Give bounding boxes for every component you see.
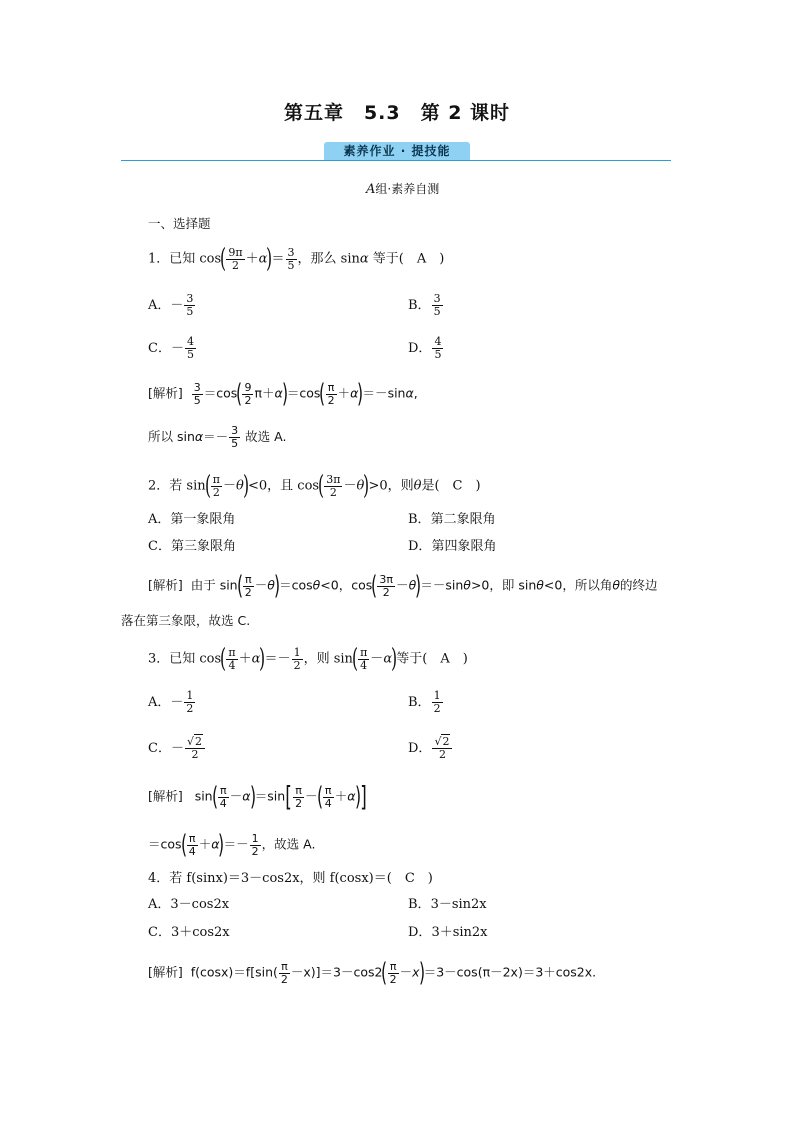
- section-heading: 一、选择题: [148, 216, 211, 231]
- option-label: C．: [148, 341, 171, 356]
- denominator: 4: [360, 658, 368, 672]
- fraction: [226, 247, 244, 272]
- fraction: [243, 574, 254, 599]
- op: －: [375, 385, 388, 401]
- fraction: [242, 382, 253, 407]
- text: ＝－sin: [420, 577, 464, 593]
- numerator: π: [187, 833, 198, 846]
- numerator: 9π: [228, 245, 243, 259]
- op: －: [399, 964, 413, 980]
- radicand: 2: [442, 735, 450, 748]
- q2-option-d: [408, 538, 496, 556]
- paren: ): [363, 471, 370, 501]
- func: cos: [299, 385, 321, 401]
- var: θ: [236, 478, 244, 494]
- denominator: 2: [293, 658, 301, 672]
- option-text: 第四象限角: [431, 539, 497, 554]
- q2-option-b: [408, 511, 496, 529]
- question-1: [148, 246, 444, 272]
- denominator: 4: [324, 796, 332, 810]
- var: θ: [408, 577, 417, 593]
- fraction: [323, 785, 334, 810]
- option-text: 第一象限角: [170, 512, 236, 527]
- paren: (: [236, 571, 243, 601]
- denominator: 4: [228, 658, 236, 672]
- var: α: [242, 788, 251, 804]
- var: θ: [413, 478, 422, 494]
- paren: (: [211, 782, 218, 812]
- option-text: 3＋sin2x: [431, 925, 488, 940]
- fraction: [184, 690, 195, 715]
- denominator: 2: [438, 748, 446, 761]
- func: sin: [267, 788, 286, 804]
- q2-solution-line2: 落在第三象限，故选 C.: [121, 613, 251, 628]
- fraction: [211, 474, 222, 499]
- option-label: A．: [148, 695, 171, 710]
- q3-solution: [148, 780, 367, 813]
- op: ＝: [271, 251, 285, 267]
- denominator: 4: [219, 796, 227, 810]
- paren: ): [249, 782, 256, 812]
- text: 所以 sin: [148, 429, 195, 444]
- denominator: 5: [193, 393, 201, 407]
- op: ＋: [198, 836, 212, 852]
- question-2: [148, 473, 481, 499]
- question-4: 4．若 f(sinx)＝3－cos2x，则 f(cosx)＝( C ): [148, 871, 433, 886]
- group-heading: [366, 180, 439, 199]
- q3-option-a: [148, 690, 196, 715]
- paren: ): [281, 379, 288, 409]
- q3-stem-pre: 3．已知 cos: [148, 651, 222, 667]
- paren: (: [319, 379, 326, 409]
- fraction: [279, 961, 290, 986]
- text: ，则 sin: [303, 651, 353, 667]
- var: θ: [267, 577, 275, 593]
- var: x: [412, 964, 420, 980]
- op: ＋: [245, 251, 259, 267]
- var: α: [383, 651, 393, 667]
- numerator: 4: [186, 335, 194, 348]
- denominator: 2: [244, 585, 252, 599]
- paren: ): [357, 379, 364, 409]
- q4-option-a: [148, 896, 229, 914]
- q4-option-d: [408, 924, 488, 942]
- numerator: 9: [244, 380, 252, 394]
- q3-option-d: [408, 736, 453, 761]
- op: －: [236, 836, 249, 852]
- denominator: 5: [287, 258, 295, 272]
- option-label: C．: [148, 539, 171, 554]
- op: ＝: [264, 651, 278, 667]
- op: ＝: [148, 836, 161, 852]
- option-label: D．: [408, 741, 432, 756]
- radicand: 2: [194, 735, 202, 748]
- q4-solution: [148, 960, 596, 986]
- op: －: [277, 651, 291, 667]
- q4-option-c: [148, 924, 230, 942]
- option-text: 3－sin2x: [430, 897, 487, 912]
- text: 是( C ): [421, 478, 481, 494]
- func: cos: [216, 385, 238, 401]
- paren: ): [266, 244, 273, 274]
- numerator: 3π: [326, 472, 341, 486]
- paren: (: [220, 644, 227, 674]
- sqrt: √2: [186, 735, 202, 748]
- fraction: [377, 574, 395, 599]
- text: <0，且 cos: [248, 478, 320, 494]
- q1-option-c: [148, 336, 197, 361]
- op: －: [223, 478, 237, 494]
- denominator: 2: [329, 485, 337, 499]
- op: －: [396, 577, 409, 593]
- func: sin: [387, 385, 406, 401]
- option-text: 第三象限角: [170, 539, 236, 554]
- paren: ): [354, 782, 361, 812]
- option-text: 3－cos2x: [170, 897, 230, 912]
- paren: (: [381, 958, 388, 988]
- q1-option-a: [148, 293, 196, 318]
- numerator: 3: [186, 292, 194, 305]
- fraction: [293, 785, 304, 810]
- var: α: [211, 836, 220, 852]
- numerator: π: [228, 645, 236, 659]
- op: －: [170, 298, 184, 313]
- header-divider: [121, 160, 671, 161]
- op: ＝: [254, 788, 268, 804]
- text: 故选 A.: [241, 429, 287, 444]
- paren: (: [236, 379, 243, 409]
- fraction: [185, 736, 205, 761]
- option-label: A．: [148, 298, 171, 313]
- paren: ): [259, 644, 266, 674]
- text: ，故选 A.: [261, 836, 316, 852]
- option-label: C．: [148, 925, 171, 940]
- denominator: 2: [327, 393, 335, 407]
- option-label: B．: [408, 695, 431, 710]
- var: θ: [612, 577, 621, 593]
- numerator: 4: [434, 335, 442, 348]
- solution-label: [解析]: [148, 964, 183, 980]
- fraction: [229, 425, 240, 450]
- var: π: [254, 385, 262, 401]
- q1-option-d: [408, 336, 444, 361]
- op: ＝: [203, 385, 217, 401]
- q1-option-b: [408, 293, 444, 318]
- text: >0，则: [368, 478, 414, 494]
- op: －: [229, 788, 243, 804]
- fraction: [388, 961, 399, 986]
- q3-option-b: [408, 690, 444, 715]
- q3-solution-line2: [148, 832, 315, 858]
- denominator: 2: [433, 702, 441, 715]
- text: ＝cos: [279, 577, 313, 593]
- var: α: [347, 788, 356, 804]
- var: α: [251, 651, 261, 667]
- numerator: π: [218, 785, 229, 798]
- op: －: [370, 651, 384, 667]
- paren: (: [351, 644, 359, 674]
- numerator: 1: [186, 689, 194, 702]
- op: －: [254, 577, 268, 593]
- var: α: [274, 385, 283, 401]
- numerator: 3π: [379, 572, 394, 586]
- option-label: A．: [148, 897, 171, 912]
- op: －: [170, 741, 184, 756]
- paren: ): [218, 830, 225, 860]
- var: α: [194, 429, 204, 444]
- paren: (: [318, 471, 325, 501]
- numerator: 3: [433, 292, 441, 305]
- paren: ): [391, 644, 398, 674]
- solution-label: [解析]: [148, 385, 183, 401]
- fraction: [286, 247, 297, 272]
- op: ＝: [286, 385, 300, 401]
- denominator: 5: [231, 437, 239, 450]
- denominator: 5: [433, 305, 441, 318]
- section-badge: 素养作业 · 提技能: [324, 142, 470, 160]
- var: θ: [536, 577, 544, 593]
- fraction: [292, 647, 303, 672]
- option-label: D．: [408, 341, 432, 356]
- group-text: 组·素养自测: [375, 182, 440, 196]
- fraction: [432, 336, 443, 361]
- fraction: [192, 382, 203, 407]
- fraction: [184, 293, 195, 318]
- numerator: π: [360, 645, 368, 659]
- func: sin: [194, 788, 213, 804]
- denominator: 2: [231, 258, 239, 272]
- paren: ): [273, 571, 281, 601]
- numerator: π: [388, 961, 399, 974]
- func: cos: [160, 836, 182, 852]
- denominator: 2: [280, 972, 288, 986]
- denominator: 2: [186, 702, 194, 715]
- op: －: [215, 429, 229, 444]
- q2-option-c: [148, 538, 236, 556]
- fraction: [218, 785, 229, 810]
- numerator: 1: [433, 689, 441, 702]
- op: －: [305, 788, 318, 804]
- numerator: π: [279, 961, 290, 974]
- paren: (: [316, 782, 323, 812]
- denominator: 2: [382, 585, 390, 599]
- option-label: A．: [148, 512, 171, 527]
- fraction: [185, 336, 196, 361]
- group-letter: A: [366, 182, 376, 197]
- page-title: 第五章 5.3 第 2 课时: [283, 102, 511, 124]
- denominator: 2: [244, 393, 252, 407]
- q1-solution-line2: [148, 425, 286, 450]
- text: <0，所以角: [543, 577, 613, 593]
- q3-option-c: [148, 736, 206, 761]
- numerator: π: [212, 472, 220, 486]
- q1-stem-answer: 等于( A ): [368, 251, 445, 267]
- text: －x)]＝3－cos2: [290, 964, 383, 980]
- var: α: [350, 385, 359, 401]
- denominator: 5: [186, 305, 194, 318]
- denominator: 5: [186, 348, 194, 361]
- denominator: 4: [188, 844, 196, 858]
- numerator: 3: [193, 380, 201, 394]
- q4-option-b: [408, 896, 487, 914]
- op: ＝: [203, 429, 216, 444]
- var: α: [258, 251, 268, 267]
- var: θ: [312, 577, 321, 593]
- text: 等于( A ): [396, 651, 468, 667]
- q1-stem-pre: 1．已知 cos: [148, 251, 222, 267]
- fraction: [187, 833, 198, 858]
- q1-solution: [解析] $\frac{3}{5}$ ＝cos( $\frac{9}{2}$ π＋α)＝cos( $\frac{\pi}{2}$ ＋α)＝－sinα,: [148, 379, 418, 409]
- option-label: D．: [408, 925, 432, 940]
- denominator: 2: [295, 796, 303, 810]
- option-label: C．: [148, 741, 171, 756]
- text: f(cosx)＝f[sin(: [190, 964, 278, 980]
- fraction: [326, 382, 337, 407]
- solution-label: [解析]: [148, 788, 183, 804]
- q2-option-a: [148, 511, 235, 529]
- paren: (: [204, 471, 211, 501]
- numerator: 3: [287, 245, 295, 259]
- solution-label: [解析]: [148, 577, 183, 593]
- bracket: [: [285, 780, 292, 813]
- numerator: 1: [293, 645, 301, 659]
- op: ＋: [238, 651, 252, 667]
- text: <0，cos: [320, 577, 373, 593]
- op: ＋: [337, 385, 351, 401]
- paren: ): [418, 958, 425, 988]
- bracket: ]: [359, 780, 367, 813]
- fraction: [432, 690, 443, 715]
- q1-stem-post: ，那么 sin: [297, 251, 360, 267]
- op: ＝: [223, 836, 237, 852]
- fraction: [226, 647, 237, 672]
- op: ＝: [362, 385, 376, 401]
- op: ＋: [261, 385, 275, 401]
- text: ＝3－cos(π－2x)＝3＋cos2x.: [423, 964, 597, 980]
- paren: ): [415, 571, 422, 601]
- numerator: 1: [251, 831, 259, 845]
- denominator: 2: [251, 844, 259, 858]
- numerator: π: [243, 574, 254, 587]
- text: 的终边: [620, 577, 658, 593]
- option-label: D．: [408, 539, 432, 554]
- op: －: [170, 695, 184, 710]
- var: θ: [463, 577, 471, 593]
- fraction: [358, 647, 369, 672]
- op: ＋: [334, 788, 348, 804]
- numerator: 3: [231, 424, 239, 437]
- numerator: π: [326, 382, 337, 395]
- denominator: 2: [389, 972, 397, 986]
- fraction: [324, 474, 342, 499]
- sqrt: √2: [434, 735, 450, 748]
- paren: (: [180, 830, 187, 860]
- fraction: [432, 736, 452, 761]
- text: 由于 sin: [190, 577, 238, 593]
- var: α: [405, 385, 414, 401]
- denominator: 2: [212, 485, 220, 499]
- denominator: 5: [434, 348, 442, 361]
- paren: (: [371, 571, 378, 601]
- var: θ: [356, 478, 365, 494]
- paren: (: [220, 244, 227, 274]
- numerator: π: [293, 785, 304, 798]
- question-3: [148, 646, 468, 672]
- option-label: B．: [408, 512, 431, 527]
- option-text: 3＋cos2x: [170, 925, 230, 940]
- op: －: [170, 341, 184, 356]
- q2-solution: [148, 573, 658, 599]
- option-text: 第二象限角: [430, 512, 496, 527]
- numerator: π: [323, 785, 334, 798]
- option-label: B．: [408, 298, 431, 313]
- paren: ): [242, 471, 249, 501]
- var: α: [359, 251, 369, 267]
- op: －: [343, 478, 357, 494]
- denominator: 2: [191, 748, 199, 761]
- q2-stem-pre: 2．若 sin: [148, 478, 206, 494]
- text: >0，即 sin: [470, 577, 537, 593]
- option-label: B．: [408, 897, 431, 912]
- fraction: [250, 833, 261, 858]
- fraction: [432, 293, 443, 318]
